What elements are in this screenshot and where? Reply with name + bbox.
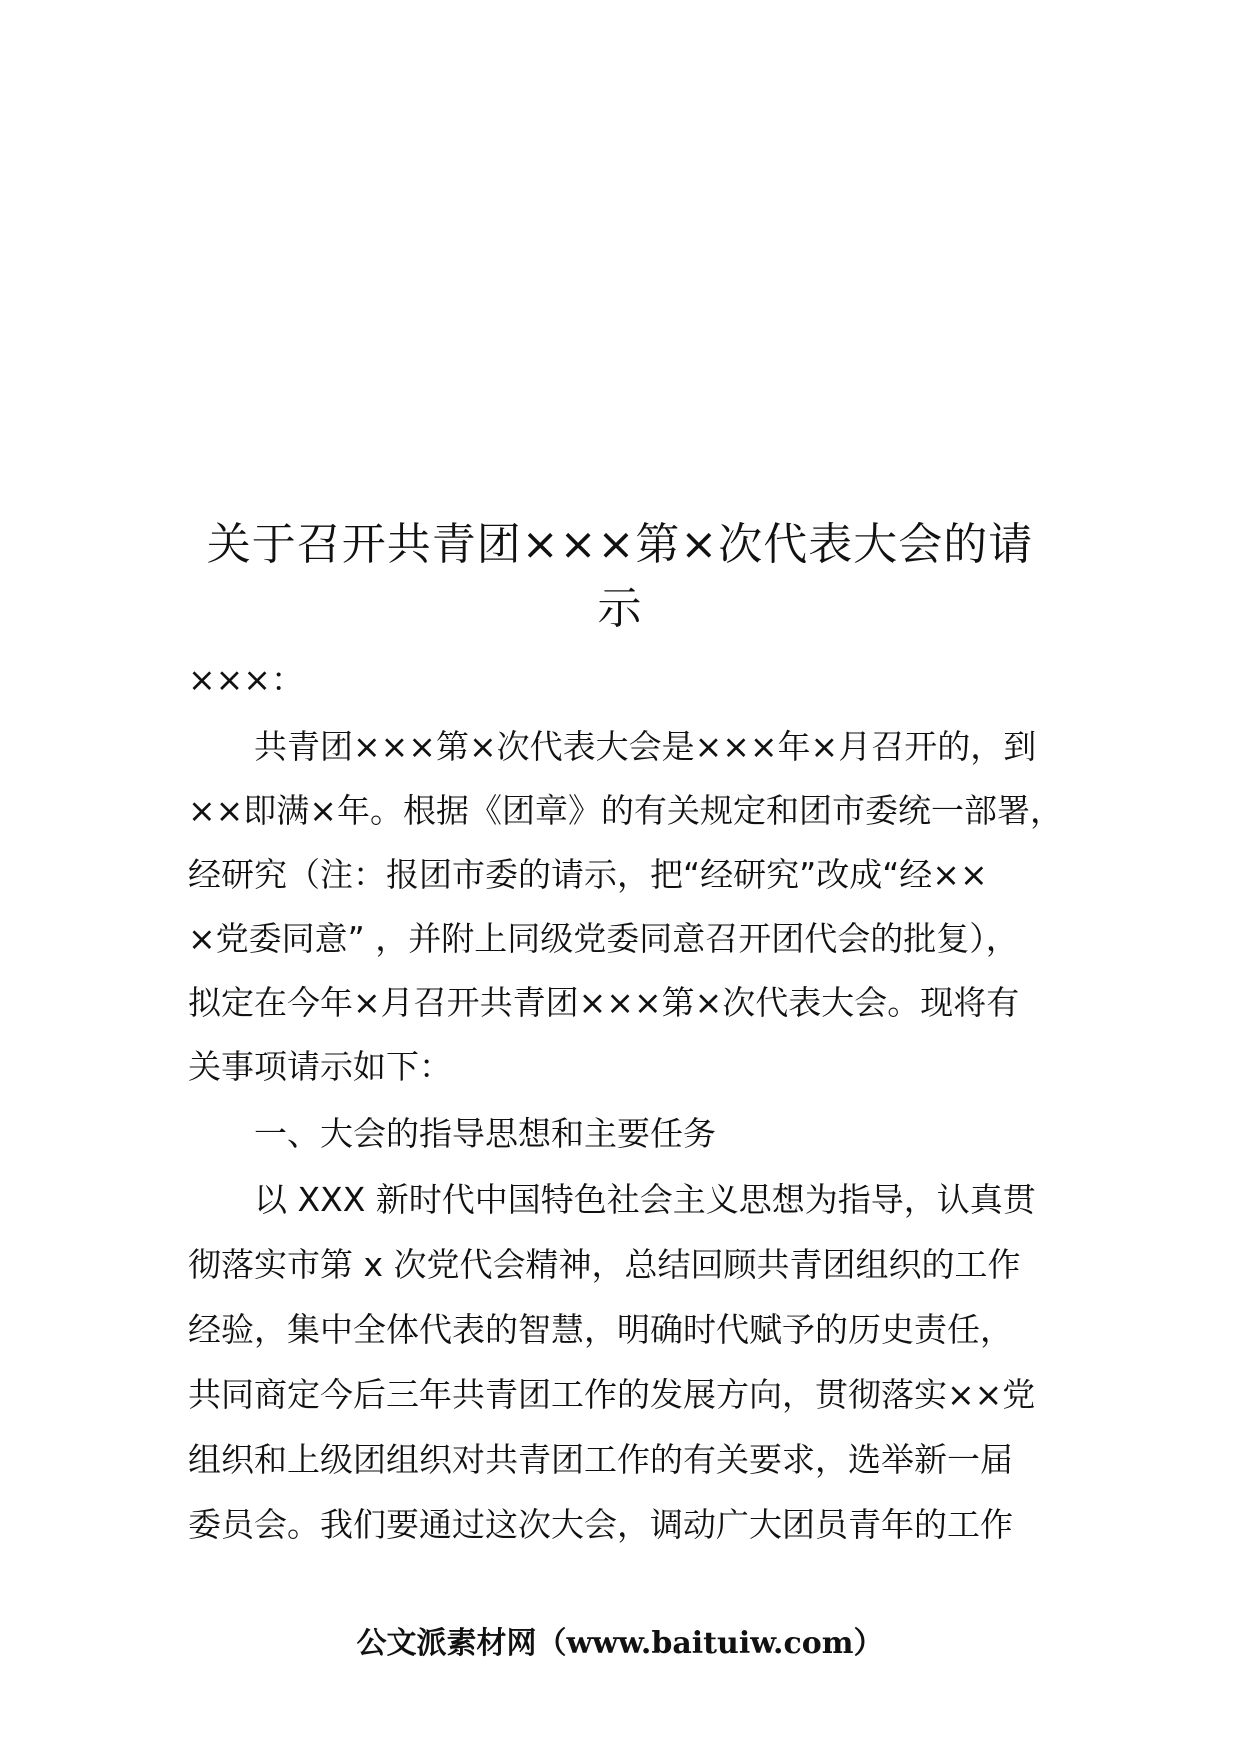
body-line: 关事项请示如下：: [188, 1047, 452, 1086]
body-line: 共青团×××第×次代表大会是×××年×月召开的，到: [254, 727, 1037, 766]
section-line: 组织和上级团组织对共青团工作的有关要求，选举新一届: [188, 1440, 1013, 1479]
section-line: 以 XXX 新时代中国特色社会主义思想为指导，认真贯: [254, 1180, 1036, 1219]
section-line: 彻落实市第 x 次党代会精神，总结回顾共青团组织的工作: [188, 1245, 1021, 1284]
body-line: 拟定在今年×月召开共青团×××第×次代表大会。现将有: [188, 983, 1020, 1022]
document-title-line-2: 示: [597, 583, 643, 634]
body-line: ××即满×年。根据《团章》的有关规定和团市委统一部署，: [188, 791, 1063, 830]
section-heading: 一、大会的指导思想和主要任务: [254, 1114, 716, 1153]
body-line: 经研究（注：报团市委的请示，把“经研究”改成“经××: [188, 855, 988, 894]
body-line: ×党委同意” ，并附上同级党委同意召开团代会的批复），: [188, 919, 1019, 958]
footer-watermark-text: 公文派素材网（www.baituiw.com）: [356, 1626, 884, 1661]
document-title-line-1: 关于召开共青团×××第×次代表大会的请: [206, 519, 1034, 570]
section-line: 委员会。我们要通过这次大会，调动广大团员青年的工作: [188, 1505, 1013, 1544]
section-line: 共同商定今后三年共青团工作的发展方向，贯彻落实××党: [188, 1375, 1036, 1414]
section-line: 经验，集中全体代表的智慧，明确时代赋予的历史责任，: [188, 1310, 1013, 1349]
salutation: ×××：: [188, 660, 304, 699]
